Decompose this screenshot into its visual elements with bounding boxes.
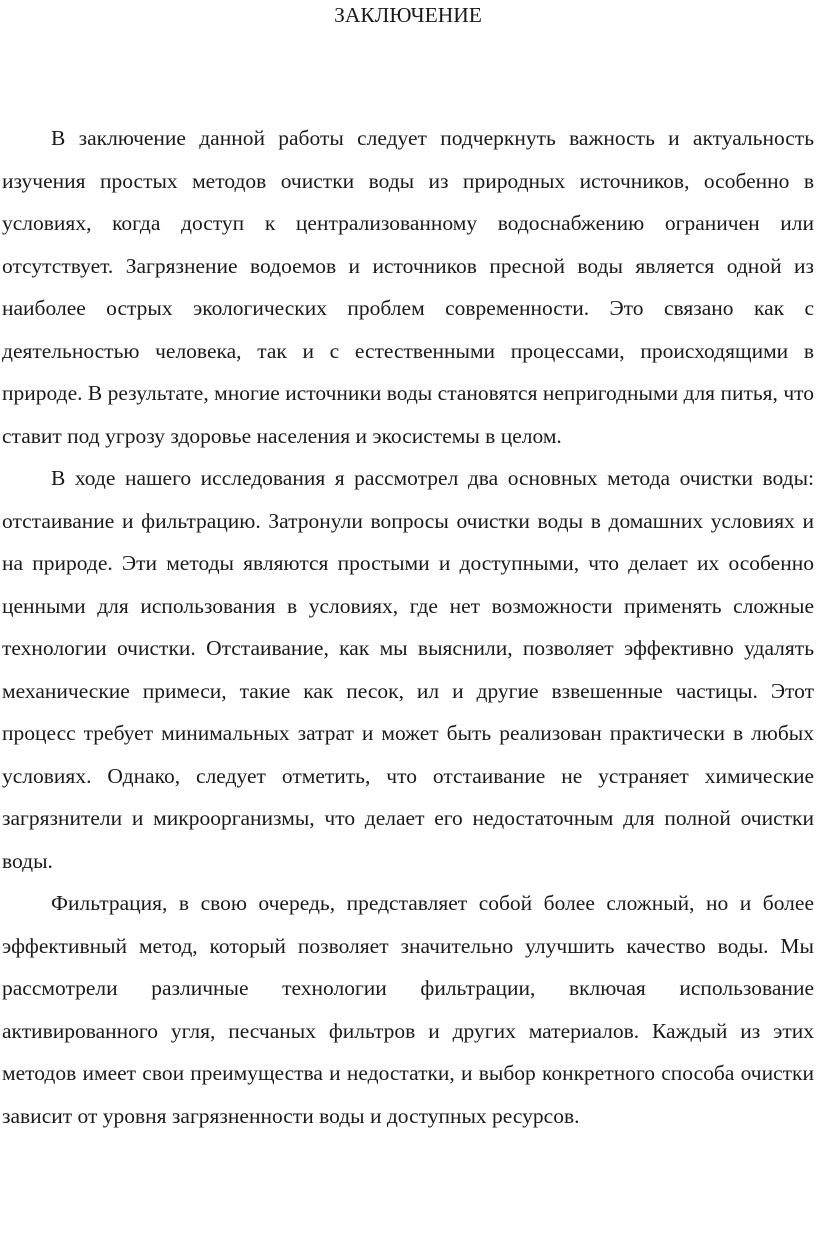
page-title: ЗАКЛЮЧЕНИЕ xyxy=(334,3,482,27)
paragraph-3: Фильтрация, в свою очередь, представляет собой более сложный, но и более эффективный метод, который позволяет значительно улучшить качество воды. Мы рассмотрели различные технологии фильтрации, включая использование активированного угля, песчаных фильтров и других материалов. Каждый из этих методов имеет свои преимущества и недостатки, и выбор конкретного способа очистки зависит от уровня загрязненности воды и доступных ресурсов. xyxy=(2,891,814,1128)
paragraph-2: В ходе нашего исследования я рассмотрел два основных метода очистки воды: отстаивание и фильтрацию. Затронули вопросы очистки воды в домашних условиях и на природе. Эти методы являются простыми и доступными, что делает их особенно ценными для использования в условиях, где нет возможности применять сложные технологии очистки. Отстаивание, как мы выяснили, позволяет эффективно удалять механические примеси, такие как песок, ил и другие взвешенные частицы. Этот процесс требует минимальных затрат и может быть реализован практически в любых условиях. Однако, следует отметить, что отстаивание не устраняет химические загрязнители и микроорганизмы, что делает его недостаточным для полной очистки воды. xyxy=(2,466,814,873)
paragraph-1: В заключение данной работы следует подчеркнуть важность и актуальность изучения простых методов очистки воды из природных источников, особенно в условиях, когда доступ к централизованному водоснабжению ограничен или отсутствует. Загрязнение водоемов и источников пресной воды является одной из наиболее острых экологических проблем современности. Это связано как с деятельностью человека, так и с естественными процессами, происходящими в природе. В результате, многие источники воды становятся непригодными для питья, что ставит под угрозу здоровье населения и экосистемы в целом. xyxy=(2,126,814,448)
title-spacer xyxy=(2,36,814,117)
